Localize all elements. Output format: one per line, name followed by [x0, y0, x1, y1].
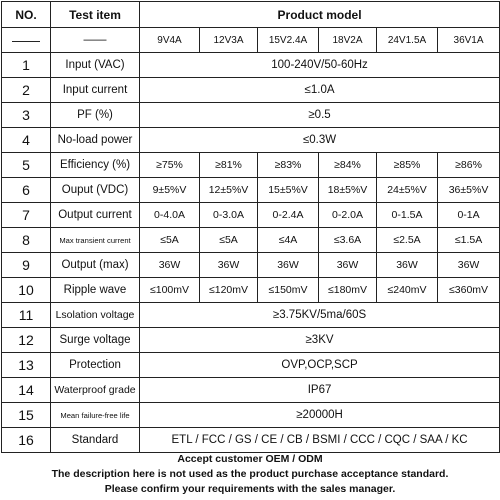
row-number: 10: [2, 278, 51, 303]
header-no: NO.: [2, 2, 51, 28]
spec-value-all-models: ≥3.75KV/5ma/60S: [140, 303, 500, 328]
spec-value: ≥75%: [140, 153, 200, 178]
spec-row: [2, 53, 500, 78]
test-item-label: No-load power: [51, 128, 140, 153]
spec-row: [2, 278, 500, 303]
spec-value: ≥81%: [200, 153, 258, 178]
spec-value: 0-2.0A: [319, 203, 377, 228]
spec-row: [2, 328, 500, 353]
model-name: 18V2A: [319, 28, 377, 53]
spec-value: ≤100mV: [140, 278, 200, 303]
test-item-label: Output (max): [51, 253, 140, 278]
test-item-label: Max transient current: [51, 228, 140, 253]
spec-row: [2, 153, 500, 178]
model-name: 12V3A: [200, 28, 258, 53]
row-number: 16: [2, 428, 51, 453]
spec-value: ≤150mV: [258, 278, 319, 303]
spec-row: [2, 403, 500, 428]
spec-value: ≥86%: [438, 153, 500, 178]
row-number: 6: [2, 178, 51, 203]
spec-value: ≤5A: [140, 228, 200, 253]
spec-value-all-models: ≤1.0A: [140, 78, 500, 103]
model-name: 36V1A: [438, 28, 500, 53]
footer-disclaimer: The description here is not used as the product purchase acceptance standard.: [51, 468, 449, 480]
test-item-label: Efficiency (%): [51, 153, 140, 178]
spec-row: [2, 378, 500, 403]
spec-value-all-models: IP67: [140, 378, 500, 403]
row-number: 14: [2, 378, 51, 403]
spec-value: 0-4.0A: [140, 203, 200, 228]
spec-value: ≥83%: [258, 153, 319, 178]
model-row-dash-item: ——: [51, 28, 140, 53]
spec-value: ≤4A: [258, 228, 319, 253]
test-item-label: Mean failure-free life: [51, 403, 140, 428]
test-item-label: Standard: [51, 428, 140, 453]
spec-value: ≤360mV: [438, 278, 500, 303]
spec-value: 12±5%V: [200, 178, 258, 203]
spec-value: 36W: [438, 253, 500, 278]
header-row: [2, 2, 500, 28]
spec-value-all-models: ≥3KV: [140, 328, 500, 353]
model-name: 15V2.4A: [258, 28, 319, 53]
spec-row: [2, 253, 500, 278]
spec-value: 36W: [258, 253, 319, 278]
spec-row: [2, 228, 500, 253]
spec-row: [2, 303, 500, 328]
test-item-label: Ouput (VDC): [51, 178, 140, 203]
model-row: [2, 28, 500, 53]
test-item-label: Output current: [51, 203, 140, 228]
model-name: 24V1.5A: [377, 28, 438, 53]
row-number: 11: [2, 303, 51, 328]
row-number: 1: [2, 53, 51, 78]
row-number: 12: [2, 328, 51, 353]
test-item-label: Input (VAC): [51, 53, 140, 78]
spec-row: [2, 178, 500, 203]
test-item-label: Surge voltage: [51, 328, 140, 353]
row-number: 2: [2, 78, 51, 103]
test-item-label: Input current: [51, 78, 140, 103]
footer-contact-note: Please confirm your requirements with the sales manager.: [104, 483, 396, 495]
spec-value: ≤1.5A: [438, 228, 500, 253]
spec-value: ≤5A: [200, 228, 258, 253]
spec-value: 0-2.4A: [258, 203, 319, 228]
spec-value: 36W: [200, 253, 258, 278]
spec-value: 15±5%V: [258, 178, 319, 203]
spec-value: ≤180mV: [319, 278, 377, 303]
spec-row: [2, 78, 500, 103]
spec-value-all-models: ≥0.5: [140, 103, 500, 128]
spec-value-all-models: 100-240V/50-60Hz: [140, 53, 500, 78]
test-item-label: PF (%): [51, 103, 140, 128]
test-item-label: Protection: [51, 353, 140, 378]
row-number: 7: [2, 203, 51, 228]
row-number: 15: [2, 403, 51, 428]
model-row-dash-no: ——: [2, 28, 51, 53]
spec-value-all-models: ≥20000H: [140, 403, 500, 428]
spec-value: 18±5%V: [319, 178, 377, 203]
spec-value: 9±5%V: [140, 178, 200, 203]
footer-oem-note: Accept customer OEM / ODM: [177, 453, 323, 465]
spec-row: [2, 128, 500, 153]
header-product-model: Product model: [140, 2, 500, 28]
spec-value: 0-1A: [438, 203, 500, 228]
spec-row: [2, 353, 500, 378]
row-number: 9: [2, 253, 51, 278]
spec-value: 0-3.0A: [200, 203, 258, 228]
spec-table: [1, 1, 500, 453]
spec-value: ≤240mV: [377, 278, 438, 303]
spec-value: 24±5%V: [377, 178, 438, 203]
header-test-item: Test item: [51, 2, 140, 28]
spec-row: [2, 103, 500, 128]
spec-value-all-models: OVP,OCP,SCP: [140, 353, 500, 378]
spec-value-all-models: ETL / FCC / GS / CE / CB / BSMI / CCC / CQC / SAA / KC: [140, 428, 500, 453]
model-name: 9V4A: [140, 28, 200, 53]
spec-value-all-models: ≤0.3W: [140, 128, 500, 153]
spec-row: [2, 428, 500, 453]
row-number: 4: [2, 128, 51, 153]
spec-value: ≤120mV: [200, 278, 258, 303]
spec-value: ≤2.5A: [377, 228, 438, 253]
spec-row: [2, 203, 500, 228]
test-item-label: Ripple wave: [51, 278, 140, 303]
row-number: 5: [2, 153, 51, 178]
row-number: 13: [2, 353, 51, 378]
row-number: 3: [2, 103, 51, 128]
spec-value: 36±5%V: [438, 178, 500, 203]
test-item-label: Waterproof grade: [51, 378, 140, 403]
spec-value: 36W: [140, 253, 200, 278]
spec-value: 0-1.5A: [377, 203, 438, 228]
spec-value: ≥84%: [319, 153, 377, 178]
spec-value: ≥85%: [377, 153, 438, 178]
spec-value: 36W: [319, 253, 377, 278]
spec-value: ≤3.6A: [319, 228, 377, 253]
spec-value: 36W: [377, 253, 438, 278]
row-number: 8: [2, 228, 51, 253]
test-item-label: Lsolation voltage: [51, 303, 140, 328]
